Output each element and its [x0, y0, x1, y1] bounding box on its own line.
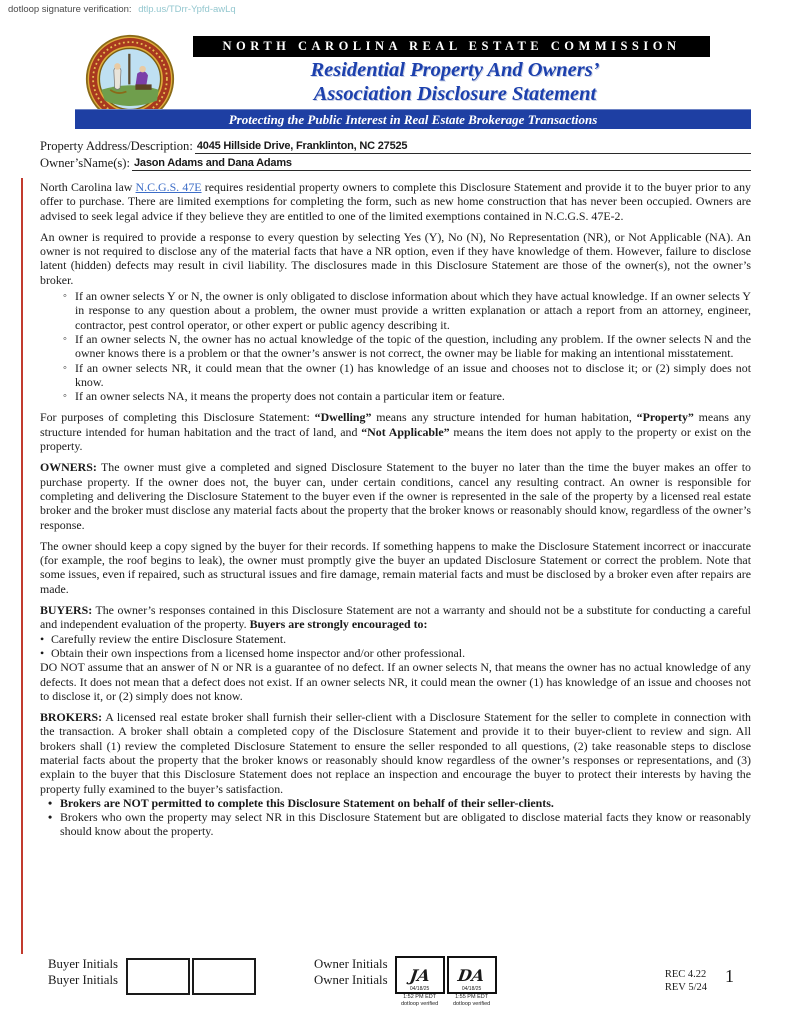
bullet-item: ◦ If an owner selects NA, it means the property does not contain a particular item or feature. [63, 389, 751, 403]
paragraph-owners: OWNERS: The owner must give a completed and signed Disclosure Statement to the buyer no later than the time the buyer makes an offer to purchase property. If the owner does not, the buyer can, under certain conditions, cancel any resulting contract. An owner is responsible for completing and delivering the Disclosure Statement to the buyer even if the owner is represented in the sale of the property by a licensed real estate broker and the broker must disclose any material facts about the property that the broker knows or reasonably should know, regardless of the owner’s response. [40, 460, 751, 532]
form-fields [40, 138, 751, 172]
form-revision-block [665, 968, 707, 994]
stamp-verified-label: dotloop verified [452, 1000, 491, 1007]
bullet-item: ◦ If an owner selects Y or N, the owner is only obligated to disclose information about which they have actual knowledge. If an owner selects Y in response to any question about a problem, the owner must provide a written explanation or attach a report from an attorney, engineer, contractor, pest control operator, or other expert or public agency describing it. [63, 289, 751, 332]
paragraph-buyers: BUYERS: The owner’s responses contained in this Disclosure Statement are not a warranty and should not be a substitute for conducting a careful and independent evaluation of the property. Buyers are strongly encouraged to: [40, 603, 751, 632]
owner-initials-box-1[interactable] [395, 956, 445, 994]
owner-names-value[interactable]: Jason Adams and Dana Adams [132, 156, 751, 171]
property-address-label: Property Address/Description: [40, 139, 193, 153]
document-title-line1: Residential Property And Owners’ [310, 59, 600, 81]
buyer-initials-box-1[interactable] [126, 958, 190, 995]
owner-initials-box-2[interactable] [447, 956, 497, 994]
document-title-line2: Association Disclosure Statement [313, 83, 597, 105]
document-title [200, 58, 710, 106]
buyer-initials-label: Buyer Initials [48, 973, 119, 987]
owner-initials-signature: JA [408, 965, 431, 985]
bullet-item: ◦ If an owner selects NR, it could mean that the owner (1) has knowledge of an issue and chooses not to disclose it; or (2) simply does not know. [63, 361, 751, 390]
buyer-initials-label: Buyer Initials [48, 957, 119, 971]
stamp-time: 1:52 PM EDT [403, 994, 437, 1000]
bullet-item: ◦ If an owner selects N, the owner has no actual knowledge of the topic of the question, including any problem. If the owner selects N and the owner knows there is a problem or that the owner’s answer is not correct, the owner may be liable for making an intentional misstatement. [63, 332, 751, 361]
owner-initials-label: Owner Initials [314, 973, 388, 987]
document-body [40, 180, 751, 839]
stamp-time: 1:55 PM EDT [455, 994, 489, 1000]
buyer-initials-box-2[interactable] [192, 958, 256, 995]
initials-footer [48, 956, 758, 1007]
verification-link[interactable]: dtlp.us/TDrr-Ypfd-awLq [138, 4, 236, 15]
paragraph-law: North Carolina law N.C.G.S. 47E requires residential property owners to complete this Disclosure Statement and provide it to the buyer prior to any offer to purchase. There are limited exemptions for completing the form, such as new home construction that has never been occupied. Owners are advised to seek legal advice if they believe they are entitled to one of the limited exemptions contained in N.C.G.S. 47E-2. [40, 180, 751, 223]
bullet-item: • Brokers are NOT permitted to complete this Disclosure Statement on behalf of their seller-clients. [48, 796, 751, 810]
owner-initials-stamp-1[interactable] [395, 956, 445, 1007]
rev-date: REV 5/24 [664, 982, 707, 993]
bullet-item: • Obtain their own inspections from a licensed home inspector and/or other professional. [40, 646, 751, 660]
owner-initials-stamp-2[interactable] [447, 956, 497, 1007]
owner-initials-labels [314, 956, 388, 988]
owner-names-label: Owner’sName(s): [40, 156, 130, 170]
stamp-date: 04/18/25 [461, 986, 482, 992]
paragraph-brokers: BROKERS: A licensed real estate broker shall furnish their seller-client with a Disclosure Statement for the seller to complete in connection with the transaction. A broker shall obtain a completed copy of the Disclosure Statement and provide it to their buyer-client to review and sign. All brokers shall (1) review the completed Disclosure Statement to ensure the seller responded to all questions, (2) take reasonable steps to disclose material facts about the property that the broker knows or reasonably should know regardless of the owner’s responses or representations, and (3) explain to the buyer that this Disclosure Statement does not replace an inspection and encourage the buyer to protect their interests by having the property fully examined to the buyer’s satisfaction. [40, 710, 751, 796]
page-number: 1 [725, 966, 734, 986]
property-address-row [40, 138, 751, 154]
verification-label: dotloop signature verification: [8, 4, 132, 15]
buyer-initials-labels [48, 956, 118, 988]
stamp-date: 04/18/25 [409, 986, 430, 992]
bullet-item: • Carefully review the entire Disclosure Statement. [40, 632, 751, 646]
stamp-verified-label: dotloop verified [400, 1000, 439, 1007]
owner-names-row [40, 155, 751, 171]
paragraph-do-not-assume: DO NOT assume that an answer of N or NR is a guarantee of no defect. If an owner selects N, that means the owner has no actual knowledge of any defects. It does not mean that a defect does not exist. If an owner selects NR, it could mean the owner (1) has knowledge of an issue and chooses not to disclose it, or (2) simply does not know. [40, 660, 751, 703]
bullet-item: • Brokers who own the property may select NR in this Disclosure Statement but are obligated to disclose material facts they know or reasonably should know about the property. [48, 810, 751, 839]
owner-initials-label: Owner Initials [314, 957, 388, 971]
broker-rules-list [40, 796, 751, 839]
rec-number: REC 4.22 [664, 969, 707, 980]
owner-initials-signature: DA [457, 965, 487, 985]
verification-bar [8, 4, 236, 15]
commission-banner: NORTH CAROLINA REAL ESTATE COMMISSION [193, 36, 710, 57]
left-margin-rule [21, 178, 23, 954]
buyer-advice-list [40, 632, 751, 661]
response-options-list [40, 289, 751, 403]
statute-link[interactable]: N.C.G.S. 47E [135, 180, 202, 194]
property-address-value[interactable]: 4045 Hillside Drive, Franklinton, NC 27525 [195, 139, 751, 154]
paragraph-definitions: For purposes of completing this Disclosure Statement: “Dwelling” means any structure intended for human habitation, “Property” means any structure intended for human habitation and the tract of land, and “Not Applicable” means the item does not apply to the property or exist on the property. [40, 410, 752, 454]
paragraph-responses: An owner is required to provide a response to every question by selecting Yes (Y), No (N), No Representation (NR), or Not Applicable (NA). An owner is not required to disclose any of the material facts that have a NR option, even if they have knowledge of them. However, failure to disclose latent (hidden) defects may result in civil liability. The disclosures made in this Disclosure Statement are those of the owner(s), not the owner’s broker. [40, 229, 751, 287]
paragraph-keep-copy: The owner should keep a copy signed by the buyer for their records. If something happens to make the Disclosure Statement incorrect or inaccurate (for example, the roof begins to leak), the owner must promptly give the buyer an updated Disclosure Statement or correct the problem. Note that some issues, even if repaired, such as structural issues and fire damage, remain material facts and must be disclosed by a broker even after repairs are made. [40, 538, 751, 596]
tagline-banner: Protecting the Public Interest in Real Estate Brokerage Transactions [75, 109, 751, 129]
